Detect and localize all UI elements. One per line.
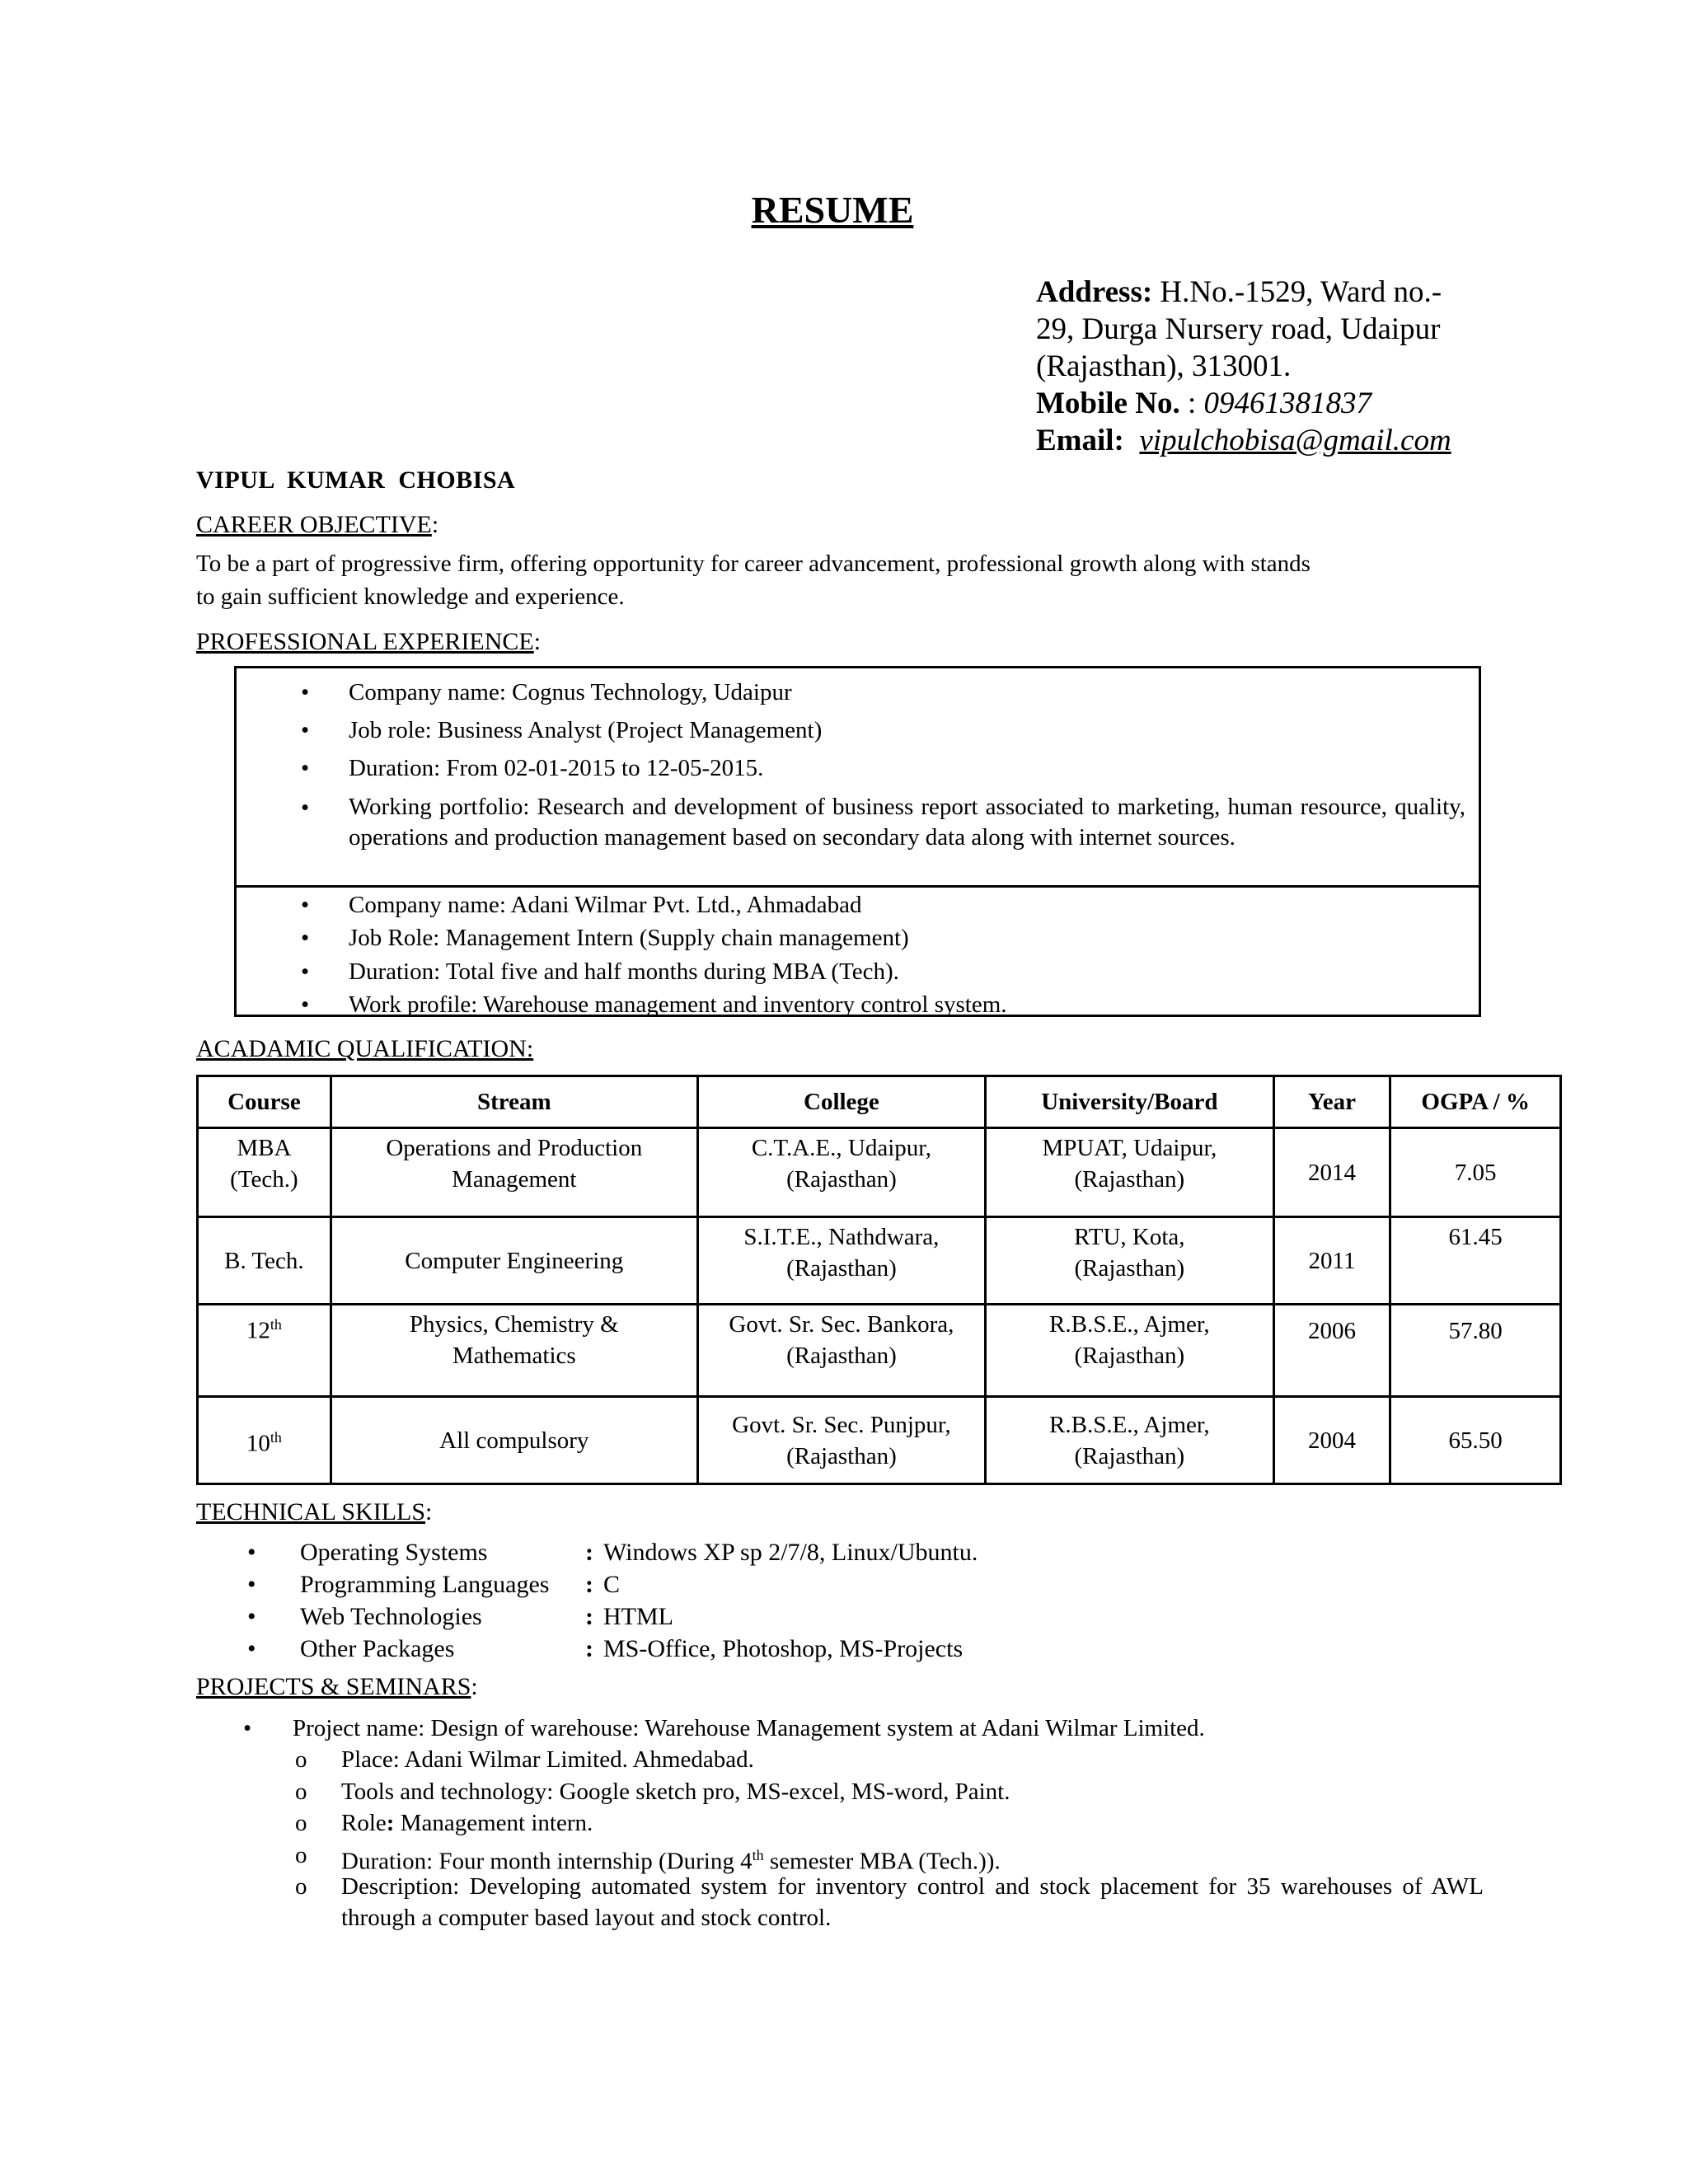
table-cell: 2014 (1273, 1128, 1390, 1217)
circle-bullet-icon: o (295, 1842, 307, 1868)
circle-bullet-icon: o (295, 1779, 307, 1805)
bullet-icon: • (301, 755, 310, 781)
qualification-table (196, 1075, 1562, 1485)
bullet-icon: • (247, 1571, 256, 1598)
bullet-icon: • (301, 958, 310, 985)
table-cell: B. Tech. (198, 1217, 331, 1305)
column-header: Stream (331, 1076, 697, 1128)
bullet-icon: • (301, 991, 310, 1018)
column-header: College (697, 1076, 985, 1128)
table-cell: R.B.S.E., Ajmer, (Rajasthan) (986, 1397, 1274, 1484)
address-line-3: (Rajasthan), 313001. (1036, 349, 1292, 383)
table-cell: Operations and Production Management (331, 1128, 697, 1217)
email-label: Email: (1036, 424, 1124, 457)
contact-block (1036, 274, 1498, 459)
table-cell: 57.80 (1390, 1305, 1561, 1397)
table-cell: 12th (198, 1305, 331, 1397)
experience-divider (237, 885, 1479, 888)
table-row (198, 1305, 1561, 1397)
experience-box: • Company name: Cognus Technology, Udaipur • Job role: Business Analyst (Project Management) • Duration: From 02-01-2015 to 12-05-2015. • Working portfolio: Research and development of business report associated to marketing, human resource, quality, operations and production management based on secondary data along with internet sources. • Company name: Adani Wilmar Pvt. Ltd., Ahmadabad • Job Role: Management Intern (Supply chain management) • Duration: Total five and half months during MBA (Tech). • Work profile: Warehouse management and inventory control system. (234, 666, 1481, 1017)
bullet-icon: • (301, 717, 310, 743)
email-link[interactable]: vipulchobisa@gmail.com (1139, 424, 1451, 457)
address-label: Address: (1036, 275, 1153, 309)
table-cell: Govt. Sr. Sec. Punjpur, (Rajasthan) (697, 1397, 985, 1484)
experience-heading: PROFESSIONAL EXPERIENCE: (196, 628, 542, 655)
table-row (198, 1217, 1561, 1305)
table-cell: RTU, Kota, (Rajasthan) (986, 1217, 1274, 1305)
bullet-icon: • (247, 1539, 256, 1566)
table-cell: 2004 (1273, 1397, 1390, 1484)
bullet-icon: • (247, 1603, 256, 1630)
table-cell: C.T.A.E., Udaipur, (Rajasthan) (697, 1128, 985, 1217)
column-header: University/Board (986, 1076, 1274, 1128)
mobile-number: 09461381837 (1203, 387, 1372, 420)
bullet-icon: • (301, 925, 310, 951)
table-header-row (198, 1076, 1561, 1128)
bullet-icon: • (301, 794, 310, 821)
circle-bullet-icon: o (295, 1810, 307, 1836)
table-cell: MBA (Tech.) (198, 1128, 331, 1217)
table-cell: Computer Engineering (331, 1217, 697, 1305)
table-cell: Physics, Chemistry & Mathematics (331, 1305, 697, 1397)
table-cell: 2006 (1273, 1305, 1390, 1397)
table-cell: MPUAT, Udaipur, (Rajasthan) (986, 1128, 1274, 1217)
table-cell: All compulsory (331, 1397, 697, 1484)
circle-bullet-icon: o (295, 1873, 307, 1900)
table-cell: R.B.S.E., Ajmer, (Rajasthan) (986, 1305, 1274, 1397)
table-row (198, 1128, 1561, 1217)
bullet-icon: • (301, 892, 310, 918)
bullet-icon: • (247, 1635, 256, 1662)
bullet-icon: • (301, 679, 310, 705)
table-cell: S.I.T.E., Nathdwara, (Rajasthan) (697, 1217, 985, 1305)
career-objective-text: To be a part of progressive firm, offering opportunity for career advancement, professional growth along with stands to gain sufficient knowledge and experience. (196, 551, 1311, 610)
address-line-1: H.No.-1529, Ward no.- (1160, 275, 1442, 309)
mobile-label: Mobile No. (1036, 387, 1180, 420)
table-cell: 61.45 (1390, 1217, 1561, 1305)
table-cell: 10th (198, 1397, 331, 1484)
table-cell: 7.05 (1390, 1128, 1561, 1217)
page-title: RESUME (751, 189, 914, 231)
candidate-name: VIPUL KUMAR CHOBISA (196, 466, 516, 494)
table-cell: Govt. Sr. Sec. Bankora, (Rajasthan) (697, 1305, 985, 1397)
column-header: Course (198, 1076, 331, 1128)
qualification-heading: ACADAMIC QUALIFICATION: (196, 1035, 534, 1062)
table-cell: 65.50 (1390, 1397, 1561, 1484)
projects-heading: PROJECTS & SEMINARS: (196, 1673, 478, 1700)
mobile-separator: : (1179, 387, 1204, 420)
address-line-2: 29, Durga Nursery road, Udaipur (1036, 312, 1441, 346)
table-row (198, 1397, 1561, 1484)
table-cell: 2011 (1273, 1217, 1390, 1305)
technical-skills-heading: TECHNICAL SKILLS: (196, 1498, 433, 1526)
circle-bullet-icon: o (295, 1746, 307, 1773)
bullet-icon: • (243, 1715, 252, 1741)
career-objective-heading: CAREER OBJECTIVE: (196, 511, 439, 538)
column-header: OGPA / % (1390, 1076, 1561, 1128)
column-header: Year (1273, 1076, 1390, 1128)
